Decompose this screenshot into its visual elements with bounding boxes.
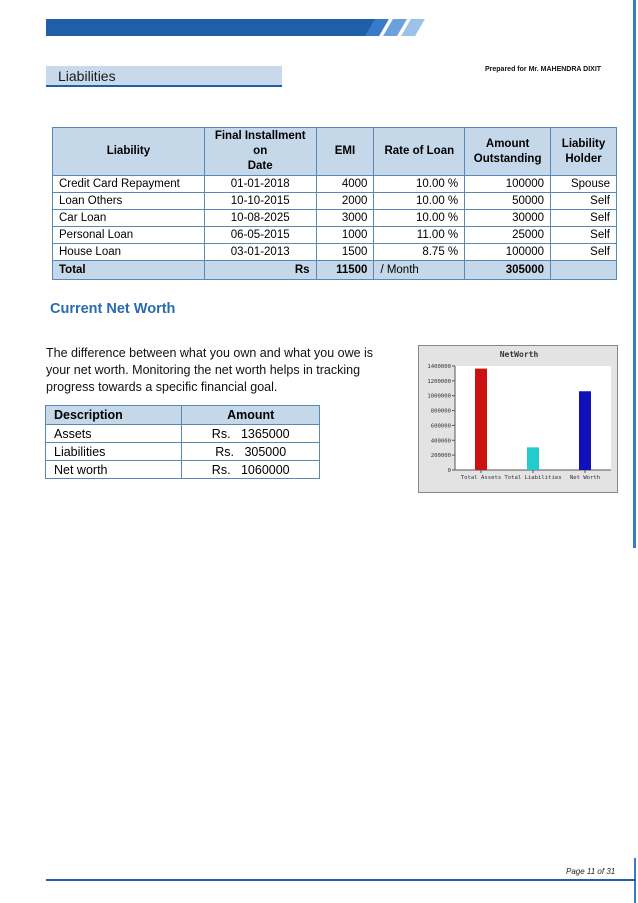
page-edge-rule (633, 0, 636, 548)
col-holder: Liability Holder (551, 128, 617, 176)
y-tick-label: 200000 (430, 453, 451, 460)
y-tick-label: 1000000 (427, 393, 451, 400)
header-stripes (358, 19, 438, 36)
table-row: Liabilities Rs. 305000 (46, 443, 320, 461)
footer-rule (46, 879, 636, 881)
y-tick-label: 1400000 (427, 364, 451, 370)
x-tick-label: Total Liabilities (504, 475, 562, 481)
col-emi: EMI (316, 128, 374, 176)
prepared-for: Prepared for Mr. MAHENDRA DIXIT (485, 66, 602, 73)
table-row: House Loan 03-01-2013 1500 8.75 % 100000 Self (53, 244, 617, 261)
liabilities-table (52, 127, 617, 280)
bar-2 (579, 391, 591, 470)
y-tick-label: 600000 (430, 423, 451, 430)
y-tick-label: 400000 (430, 438, 451, 445)
net-worth-title: Current Net Worth (50, 301, 176, 317)
x-tick-label: Net Worth (569, 475, 601, 481)
table-row: Net worth Rs. 1060000 (46, 461, 320, 479)
y-tick-label: 800000 (430, 408, 451, 415)
col-rate: Rate of Loan (374, 128, 465, 176)
net-worth-table (45, 405, 320, 479)
table-header-row: Description Amount (46, 406, 320, 425)
table-header-row (53, 128, 617, 176)
chart-canvas (419, 346, 617, 492)
page-number: Page 11 of 31 (566, 867, 616, 876)
y-tick-label: 1200000 (427, 378, 451, 385)
header-bar (46, 19, 376, 36)
y-tick-label: 0 (447, 468, 451, 474)
x-tick-label: Total Assets (460, 475, 502, 481)
chart-title: NetWorth (499, 350, 539, 359)
bar-0 (475, 369, 487, 470)
table-row: Loan Others 10-10-2015 2000 10.00 % 50000 Self (53, 193, 617, 210)
table-row: Personal Loan 06-05-2015 1000 11.00 % 25000 Self (53, 227, 617, 244)
bar-1 (527, 447, 539, 470)
table-row: Car Loan 10-08-2025 3000 10.00 % 30000 Self (53, 210, 617, 227)
section-title: Liabilities (46, 66, 282, 87)
table-total-row: Total Rs 11500 / Month 305000 (53, 261, 617, 280)
table-row: Credit Card Repayment 01-01-2018 4000 10.00 % 100000 Spouse (53, 176, 617, 193)
col-amount: Amount Outstanding (465, 128, 551, 176)
col-liability: Liability (53, 128, 205, 176)
table-row: Assets Rs. 1365000 (46, 425, 320, 443)
net-worth-chart (418, 345, 618, 493)
col-final-date: Final Installment on Date (204, 128, 316, 176)
net-worth-description: The difference between what you own and what you owe is your net worth. Monitoring the net worth helps in tracking progress towards a specific financial goal. (46, 346, 374, 394)
